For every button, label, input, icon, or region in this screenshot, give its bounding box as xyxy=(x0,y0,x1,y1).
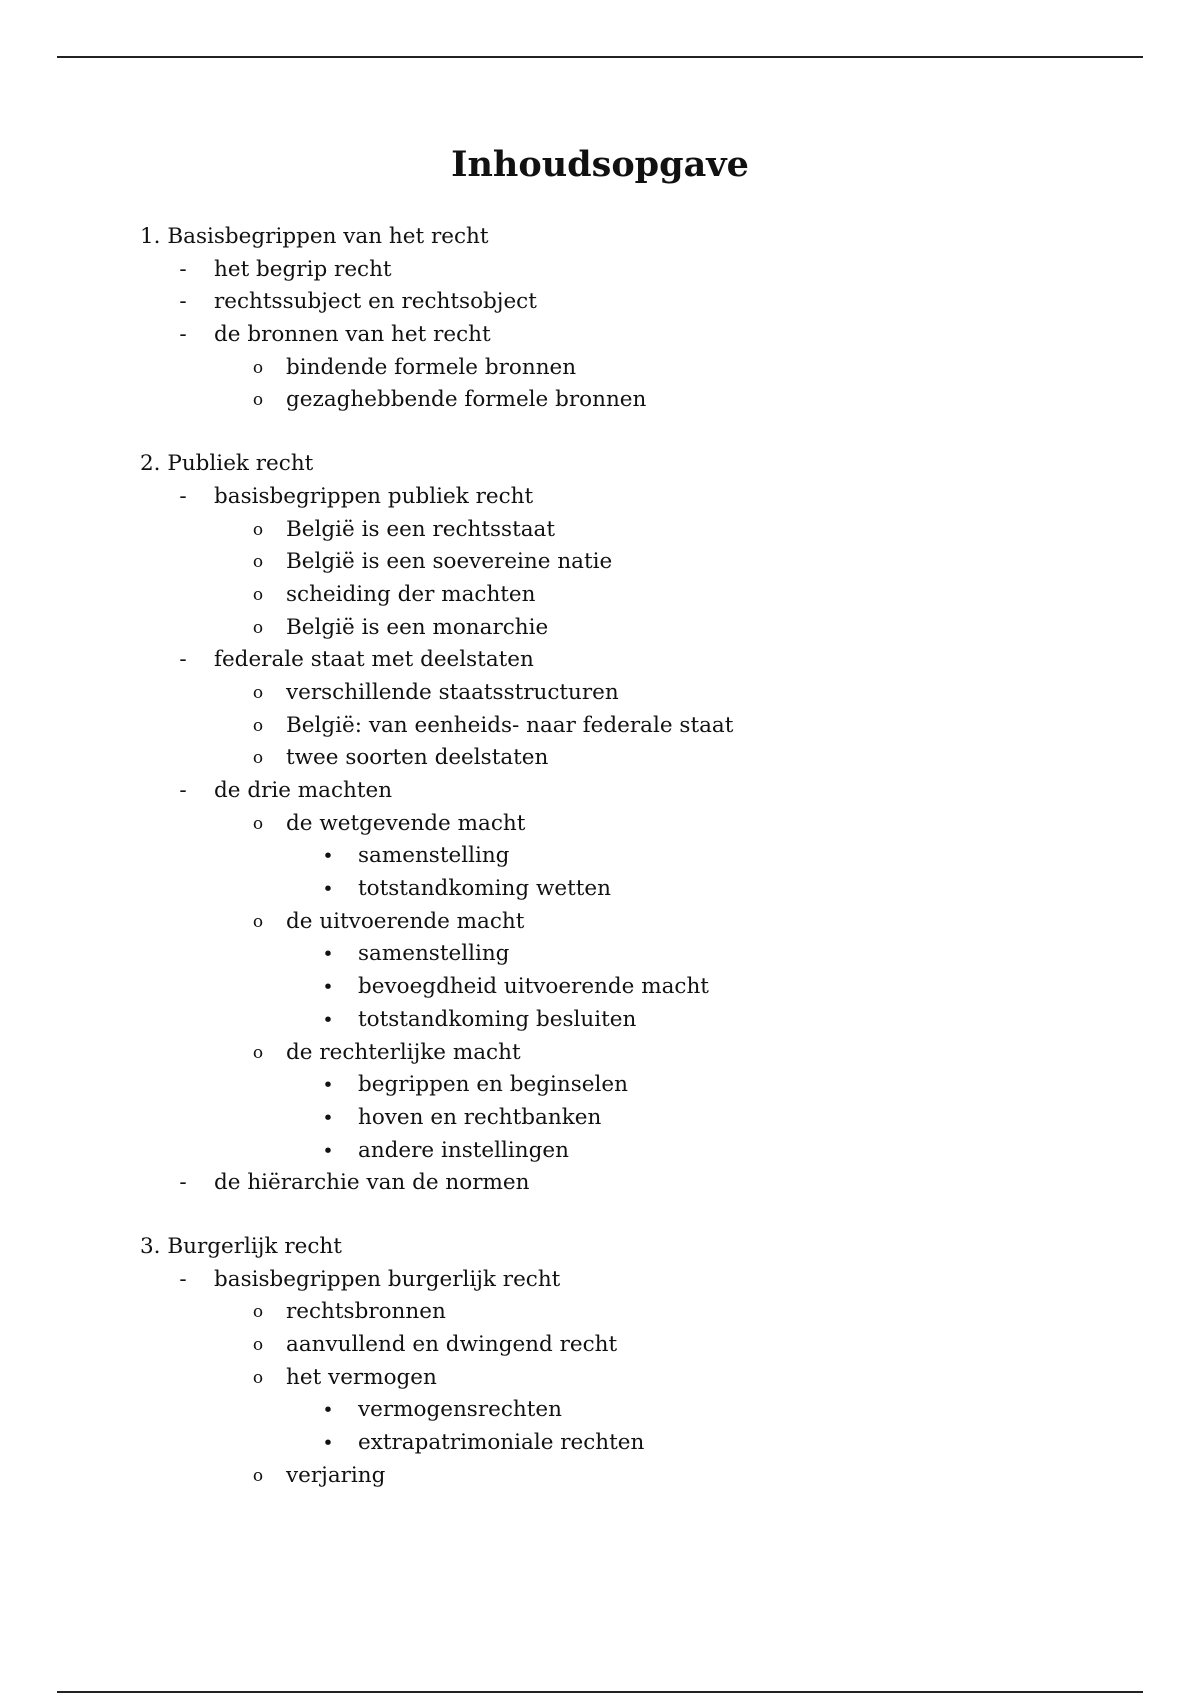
bullet-bullet-icon: • xyxy=(322,1106,334,1129)
toc-item-label: verjaring xyxy=(286,1462,386,1488)
bullet-bullet-icon: • xyxy=(322,1074,334,1097)
circle-bullet-icon: o xyxy=(252,911,264,932)
section-heading xyxy=(0,448,1200,481)
toc-item-label: twee soorten deelstaten xyxy=(286,745,549,771)
bullet-bullet-icon: • xyxy=(322,1008,334,1031)
toc-item xyxy=(0,546,1200,579)
toc-item xyxy=(0,840,1200,873)
circle-bullet-icon: o xyxy=(252,1335,264,1355)
circle-bullet-icon: o xyxy=(252,682,264,703)
circle-bullet-icon: o xyxy=(252,617,264,638)
toc-item-label: de hiërarchie van de normen xyxy=(214,1170,530,1196)
toc-item-label: België is een rechtsstaat xyxy=(286,516,555,542)
section-number: 1. xyxy=(140,224,161,249)
bullet-bullet-icon: • xyxy=(322,976,334,999)
toc-item-label: de rechterlijke macht xyxy=(286,1039,521,1065)
circle-bullet-icon: o xyxy=(252,813,264,834)
toc-item-label: België is een soevereine natie xyxy=(286,549,613,575)
toc-item xyxy=(0,710,1200,743)
toc-item xyxy=(0,1460,1200,1493)
bullet-bullet-icon: • xyxy=(322,1399,334,1422)
toc-item-label: extrapatrimoniale rechten xyxy=(358,1430,645,1456)
toc-item-label: basisbegrippen burgerlijk recht xyxy=(214,1266,561,1292)
toc-item-label: samenstelling xyxy=(358,843,510,869)
toc-item xyxy=(0,742,1200,775)
toc-item xyxy=(0,254,1200,287)
toc-item xyxy=(0,1135,1200,1168)
section-heading xyxy=(0,221,1200,254)
toc-item xyxy=(0,514,1200,547)
toc-item xyxy=(0,971,1200,1004)
toc-item-label: de uitvoerende macht xyxy=(286,908,525,934)
circle-bullet-icon: o xyxy=(252,390,264,411)
section-number: 3. xyxy=(140,1233,161,1259)
toc-item xyxy=(0,1069,1200,1102)
section-title: Burgerlijk recht xyxy=(167,1233,342,1259)
circle-bullet-icon: o xyxy=(252,1302,264,1323)
toc-item xyxy=(0,612,1200,645)
toc-item-label: België is een monarchie xyxy=(286,614,549,640)
toc-item-label: gezaghebbende formele bronnen xyxy=(286,387,647,413)
toc-item xyxy=(0,1264,1200,1297)
toc-item xyxy=(0,1296,1200,1329)
dash-bullet-icon: - xyxy=(179,1170,187,1196)
dash-bullet-icon: - xyxy=(179,289,187,315)
page-title: Inhoudsopgave xyxy=(451,144,749,185)
dash-bullet-icon: - xyxy=(179,483,187,509)
toc-item xyxy=(0,286,1200,319)
circle-bullet-icon: o xyxy=(252,552,264,573)
toc-section xyxy=(0,221,1200,417)
toc-item xyxy=(0,1167,1200,1200)
toc-item xyxy=(0,579,1200,612)
toc-item-label: rechtssubject en rechtsobject xyxy=(214,289,537,315)
toc-item xyxy=(0,384,1200,417)
toc-section xyxy=(0,1231,1200,1493)
toc-item xyxy=(0,1102,1200,1135)
toc-item-label: andere instellingen xyxy=(358,1137,569,1163)
toc-item xyxy=(0,319,1200,352)
section-number: 2. xyxy=(140,451,161,477)
toc-item-label: rechtsbronnen xyxy=(286,1299,446,1325)
circle-bullet-icon: o xyxy=(252,715,264,736)
toc-item xyxy=(0,906,1200,939)
toc-item xyxy=(0,1394,1200,1427)
section-title: Basisbegrippen van het recht xyxy=(167,224,489,249)
bullet-bullet-icon: • xyxy=(322,845,334,868)
circle-bullet-icon: o xyxy=(252,357,264,378)
dash-bullet-icon: - xyxy=(179,256,187,282)
toc-item-label: scheiding der machten xyxy=(286,581,536,607)
circle-bullet-icon: o xyxy=(252,1042,264,1063)
toc-item-label: verschillende staatsstructuren xyxy=(286,679,619,705)
bullet-bullet-icon: • xyxy=(322,1432,334,1455)
bullet-bullet-icon: • xyxy=(322,1139,334,1162)
toc-item-label: totstandkoming wetten xyxy=(358,876,611,902)
toc-item xyxy=(0,677,1200,710)
toc-item xyxy=(0,481,1200,514)
toc-item xyxy=(0,1362,1200,1395)
toc-item-label: het vermogen xyxy=(286,1364,437,1390)
dash-bullet-icon: - xyxy=(179,322,187,348)
table-of-contents xyxy=(0,221,1200,1523)
toc-item-label: België: van eenheids- naar federale staat xyxy=(286,712,734,738)
toc-item xyxy=(0,938,1200,971)
toc-item-label: federale staat met deelstaten xyxy=(214,647,534,673)
circle-bullet-icon: o xyxy=(252,1465,264,1486)
toc-item-label: hoven en rechtbanken xyxy=(358,1104,602,1130)
toc-item-label: begrippen en beginselen xyxy=(358,1072,628,1098)
dash-bullet-icon: - xyxy=(179,1266,187,1292)
toc-item xyxy=(0,1037,1200,1070)
toc-item-label: vermogensrechten xyxy=(358,1397,562,1423)
toc-item xyxy=(0,775,1200,808)
dash-bullet-icon: - xyxy=(179,778,187,803)
toc-item xyxy=(0,1329,1200,1362)
toc-item-label: basisbegrippen publiek recht xyxy=(214,483,534,509)
toc-item-label: aanvullend en dwingend recht xyxy=(286,1332,618,1357)
circle-bullet-icon: o xyxy=(252,748,264,769)
dash-bullet-icon: - xyxy=(179,647,187,673)
toc-item xyxy=(0,808,1200,841)
toc-section xyxy=(0,448,1200,1200)
toc-item xyxy=(0,1427,1200,1460)
toc-item-label: samenstelling xyxy=(358,941,510,967)
toc-item-label: het begrip recht xyxy=(214,256,392,282)
section-title: Publiek recht xyxy=(167,451,314,477)
circle-bullet-icon: o xyxy=(252,584,264,605)
toc-item-label: totstandkoming besluiten xyxy=(358,1006,637,1032)
toc-item-label: de drie machten xyxy=(214,778,393,803)
toc-item xyxy=(0,352,1200,385)
toc-item-label: bindende formele bronnen xyxy=(286,354,577,380)
header-rule xyxy=(57,56,1143,58)
toc-item-label: de bronnen van het recht xyxy=(214,322,491,348)
bullet-bullet-icon: • xyxy=(322,878,334,901)
toc-item xyxy=(0,1004,1200,1037)
footer-rule xyxy=(57,1691,1143,1693)
toc-item-label: de wetgevende macht xyxy=(286,810,526,836)
section-heading xyxy=(0,1231,1200,1264)
toc-item xyxy=(0,873,1200,906)
circle-bullet-icon: o xyxy=(252,1367,264,1388)
toc-item xyxy=(0,644,1200,677)
circle-bullet-icon: o xyxy=(252,519,264,540)
toc-item-label: bevoegdheid uitvoerende macht xyxy=(358,974,709,1000)
bullet-bullet-icon: • xyxy=(322,943,334,966)
